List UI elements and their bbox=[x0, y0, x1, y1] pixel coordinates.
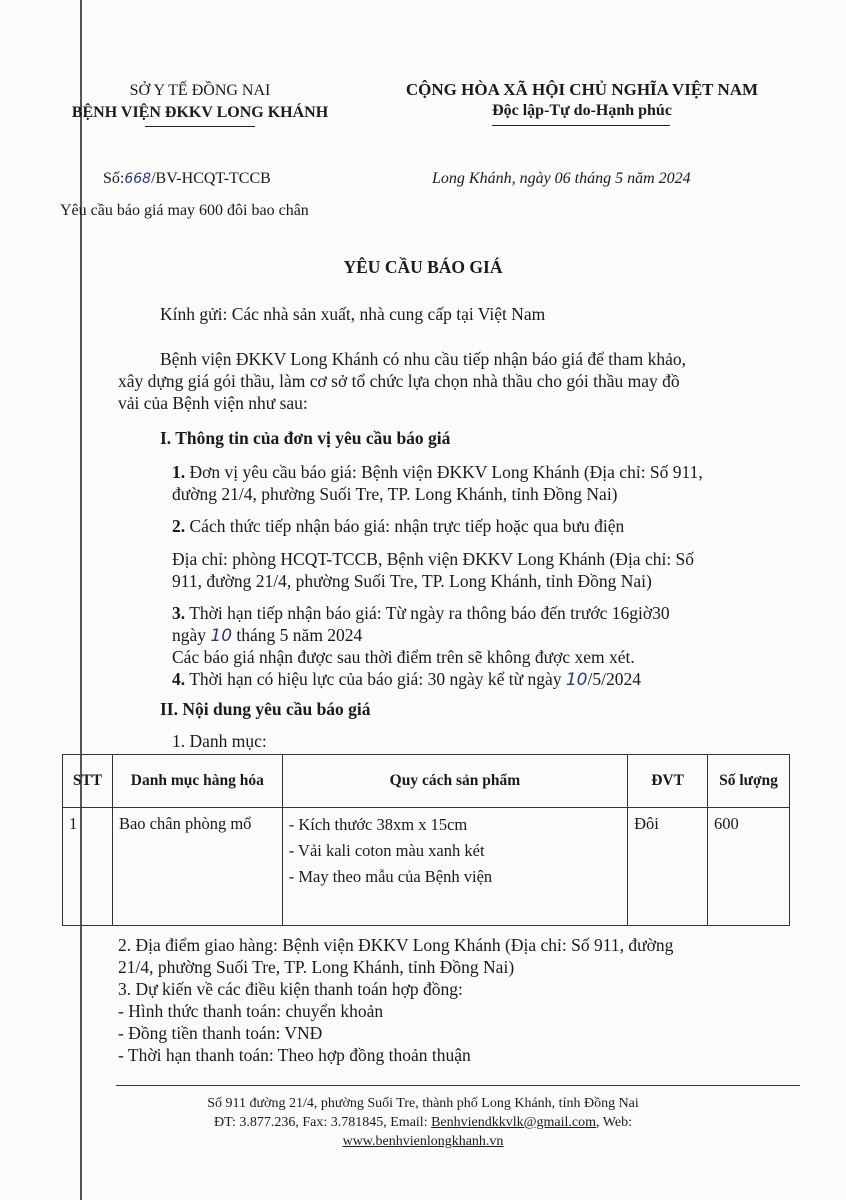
section1-item1-line1: 1. Đơn vị yêu cầu báo giá: Bệnh viện ĐKKV Long Khánh (Địa chỉ: Số 911, bbox=[172, 462, 703, 482]
footer-contact: ĐT: 3.877.236, Fax: 3.781845, Email: Benhviendkkvlk@gmail.com, Web: bbox=[214, 1115, 632, 1130]
cell-goods-name: Bao chân phòng mổ bbox=[112, 808, 282, 926]
intro-line1: Bệnh viện ĐKKV Long Khánh có nhu cầu tiếp nhận báo giá để tham khảo, bbox=[160, 349, 687, 369]
cell-quantity: 600 bbox=[708, 808, 790, 926]
section1-item2: 2. Cách thức tiếp nhận báo giá: nhận trực tiếp hoặc qua bưu điện bbox=[172, 516, 625, 536]
nation-underline bbox=[492, 125, 670, 126]
payment-method: - Hình thức thanh toán: chuyển khoản bbox=[118, 1001, 384, 1021]
header-unit: ĐVT bbox=[628, 755, 708, 808]
payment-heading: 3. Dự kiến về các điều kiện thanh toán hợp đồng: bbox=[118, 979, 463, 999]
table-row bbox=[63, 808, 790, 926]
intro-line3: vải của Bệnh viện như sau: bbox=[118, 393, 308, 413]
delivery-line2: 21/4, phường Suối Tre, TP. Long Khánh, tỉnh Đồng Nai) bbox=[118, 957, 515, 977]
section1-address-line1: Địa chỉ: phòng HCQT-TCCB, Bệnh viện ĐKKV Long Khánh (Địa chỉ: Số bbox=[172, 549, 695, 569]
section1-item3-note: Các báo giá nhận được sau thời điểm trên sẽ không được xem xét. bbox=[172, 647, 635, 667]
section1-item3-line1: 3. Thời hạn tiếp nhận báo giá: Từ ngày ra thông báo đến trước 16giờ30 bbox=[172, 603, 670, 623]
footer-address: Số 911 đường 21/4, phường Suối Tre, thành phố Long Khánh, tỉnh Đồng Nai bbox=[207, 1096, 639, 1111]
cell-stt: 1 bbox=[63, 808, 113, 926]
cell-specs bbox=[282, 808, 627, 926]
payment-currency: - Đồng tiền thanh toán: VNĐ bbox=[118, 1023, 323, 1043]
footer-web-link[interactable]: www.benhvienlongkhanh.vn bbox=[342, 1134, 504, 1149]
org-line2: BỆNH VIỆN ĐKKV LONG KHÁNH bbox=[71, 104, 329, 121]
document-title: YÊU CẦU BÁO GIÁ bbox=[343, 257, 503, 277]
section1-item4: 4. Thời hạn có hiệu lực của báo giá: 30 ngày kể từ ngày 10/5/2024 bbox=[172, 669, 641, 690]
header-goods-name: Danh mục hàng hóa bbox=[112, 755, 282, 808]
org-line1: SỞ Y TẾ ĐỒNG NAI bbox=[129, 82, 271, 99]
payment-term: - Thời hạn thanh toán: Theo hợp đồng thoản thuận bbox=[118, 1045, 471, 1065]
handwritten-day: 10 bbox=[210, 626, 233, 646]
section1-item3-line2: ngày 10 tháng 5 năm 2024 bbox=[172, 625, 363, 646]
intro-line2: xây dựng giá gói thầu, làm cơ sở tổ chức lựa chọn nhà thầu cho gói thầu may đồ bbox=[118, 371, 680, 391]
footer-divider bbox=[116, 1085, 800, 1086]
footer-email-link[interactable]: Benhviendkkvlk@gmail.com bbox=[431, 1115, 597, 1130]
document-number: Số:668/BV-HCQT-TCCB bbox=[103, 170, 271, 187]
table-header-row bbox=[63, 755, 790, 808]
delivery-line1: 2. Địa điểm giao hàng: Bệnh viện ĐKKV Long Khánh (Địa chỉ: Số 911, đường bbox=[118, 935, 674, 955]
header-specs: Quy cách sản phẩm bbox=[282, 755, 627, 808]
footer-web bbox=[0, 1132, 846, 1151]
section1-address-line2: 911, đường 21/4, phường Suối Tre, TP. Long Khánh, tỉnh Đồng Nai) bbox=[172, 571, 652, 591]
section2-heading: II. Nội dung yêu cầu báo giá bbox=[160, 699, 371, 719]
header-stt: STT bbox=[63, 755, 113, 808]
document-subject: Yêu cầu báo giá may 600 đôi bao chân bbox=[60, 202, 309, 219]
section1-item1-line2: đường 21/4, phường Suối Tre, TP. Long Khánh, tỉnh Đồng Nai) bbox=[172, 484, 618, 504]
spec-line: - May theo mẫu của Bệnh viện bbox=[288, 867, 493, 886]
section2-list-heading: 1. Danh mục: bbox=[172, 731, 267, 751]
scan-binding-line bbox=[80, 0, 82, 1200]
spec-line: - Kích thước 38xm x 15cm bbox=[288, 815, 468, 834]
nation-line1: CỘNG HÒA XÃ HỘI CHỦ NGHĨA VIỆT NAM bbox=[405, 80, 759, 99]
section1-heading: I. Thông tin của đơn vị yêu cầu báo giá bbox=[160, 428, 451, 448]
handwritten-validity-day: 10 bbox=[565, 670, 588, 690]
spec-line: - Vải kali coton màu xanh két bbox=[288, 841, 485, 860]
org-underline bbox=[145, 126, 255, 127]
document-date: Long Khánh, ngày 06 tháng 5 năm 2024 bbox=[432, 170, 691, 187]
header-quantity: Số lượng bbox=[708, 755, 790, 808]
goods-table bbox=[62, 754, 790, 926]
number-handwritten: 668 bbox=[124, 171, 152, 187]
nation-line2: Độc lập-Tự do-Hạnh phúc bbox=[492, 102, 672, 119]
cell-unit: Đôi bbox=[628, 808, 708, 926]
greeting: Kính gửi: Các nhà sản xuất, nhà cung cấp tại Việt Nam bbox=[160, 304, 546, 324]
